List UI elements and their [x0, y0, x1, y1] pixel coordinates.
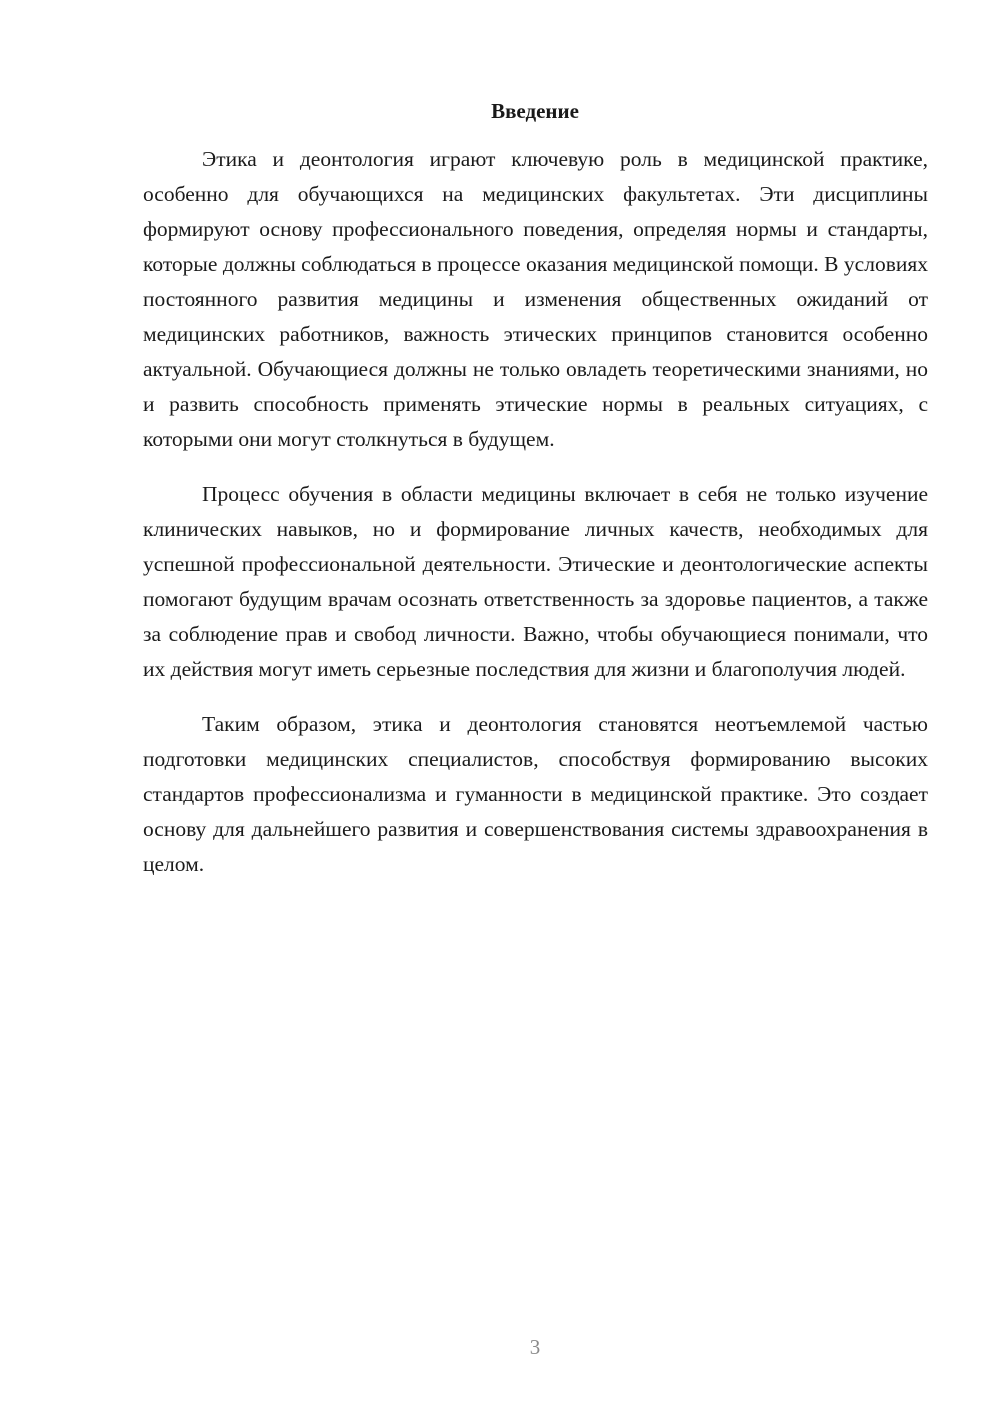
paragraph-3: Таким образом, этика и деонтология становятся неотъемлемой частью подготовки медицинских специалистов, способствуя формированию высоких стандартов профессионализма и гуманности в медицинской практике. Это создает основу для дальнейшего развития и совершенствования системы здравоохранения в целом.: [143, 712, 928, 876]
body-text: [143, 142, 928, 902]
paragraph-2: Процесс обучения в области медицины включает в себя не только изучение клинических навыков, но и формирование личных качеств, необходимых для успешной профессиональной деятельности. Этические и деонтологические аспекты помогают будущим врачам осознать ответственность за здоровье пациентов, а также за соблюдение прав и свобод личности. Важно, чтобы обучающиеся понимали, что их действия могут иметь серьезные последствия для жизни и благополучия людей.: [143, 482, 928, 681]
page-number: 3: [529, 1335, 541, 1359]
section-heading: Введение: [491, 99, 579, 123]
paragraph-1: Этика и деонтология играют ключевую роль в медицинской практике, особенно для обучающихся на медицинских факультетах. Эти дисциплины формируют основу профессионального поведения, определяя нормы и стандарты, которые должны соблюдаться в процессе оказания медицинской помощи. В условиях постоянного развития медицины и изменения общественных ожиданий от медицинских работников, важность этических принципов становится особенно актуальной. Обучающиеся должны не только овладеть теоретическими знаниями, но и развить способность применять этические нормы в реальных ситуациях, с которыми они могут столкнуться в будущем.: [143, 147, 928, 451]
